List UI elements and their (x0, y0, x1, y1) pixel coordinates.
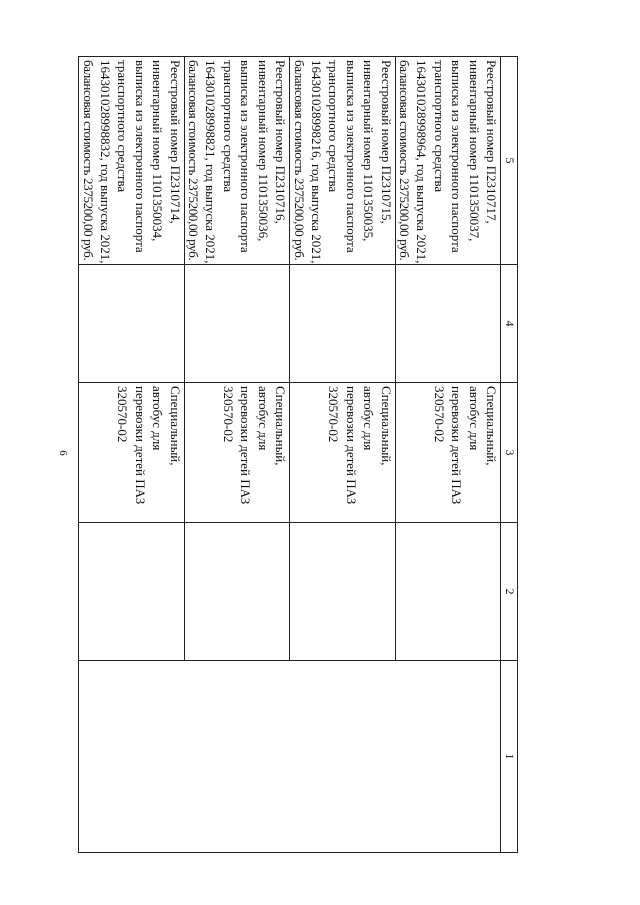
column-header: 4 (501, 265, 518, 383)
details-line: транспортного средства (431, 60, 447, 193)
name-line: 320570-02 (220, 386, 236, 443)
name-line: автобус для (466, 386, 482, 451)
details-line: 164301028998216, год выпуска 2021, (308, 60, 324, 264)
details-line: балансовая стоимость 2375200,00 руб. (291, 60, 307, 261)
details-line: транспортного средства (115, 60, 131, 193)
empty-cell (184, 265, 289, 383)
details-line: 164301028998964, год выпуска 2021, (414, 60, 430, 264)
details-line: Реестровый номер П2310715, (378, 60, 394, 224)
name-line: перевозки детей ПАЗ (132, 386, 148, 505)
details-cell (290, 57, 395, 265)
details-cell (395, 57, 500, 265)
details-line: 164301028998832, год выпуска 2021, (98, 60, 114, 264)
name-line: перевозки детей ПАЗ (449, 386, 465, 505)
details-line: транспортного средства (220, 60, 236, 193)
details-line: балансовая стоимость 2375200,00 руб. (396, 60, 412, 261)
details-line: Реестровый номер П2310717, (484, 60, 499, 224)
column-header: 3 (501, 383, 518, 523)
name-line: 320570-02 (115, 386, 131, 443)
name-line: Специальный, (484, 386, 499, 466)
details-line: инвентарный номер 1101350036, (255, 60, 271, 242)
name-cell (395, 383, 500, 523)
details-line: инвентарный номер 1101350034, (150, 60, 166, 242)
name-line: Специальный, (378, 386, 394, 466)
name-line: Специальный, (273, 386, 289, 466)
name-cell (184, 383, 289, 523)
page-number: 6 (57, 450, 69, 456)
empty-cell (395, 265, 500, 383)
name-line: автобус для (361, 386, 377, 451)
column-header: 1 (501, 661, 518, 853)
details-line: выписка из электронного паспорта (343, 60, 359, 253)
table-row (395, 57, 500, 853)
name-line: 320570-02 (431, 386, 447, 443)
empty-cell (79, 265, 184, 383)
property-table (78, 56, 518, 853)
name-line: Специальный, (167, 386, 183, 466)
name-line: автобус для (150, 386, 166, 451)
name-cell (79, 383, 184, 523)
details-line: выписка из электронного паспорта (449, 60, 465, 253)
empty-cell (395, 523, 500, 661)
name-line: перевозки детей ПАЗ (238, 386, 254, 505)
details-line: транспортного средства (326, 60, 342, 193)
details-line: инвентарный номер 1101350037, (466, 60, 482, 242)
empty-cell (290, 523, 395, 661)
rotated-table-container (80, 56, 518, 852)
empty-cell (290, 265, 395, 383)
details-cell (79, 57, 184, 265)
details-cell (184, 57, 289, 265)
name-line: автобус для (255, 386, 271, 451)
header-row (501, 57, 518, 853)
column-header: 5 (501, 57, 518, 265)
name-line: перевозки детей ПАЗ (343, 386, 359, 505)
details-line: инвентарный номер 1101350035, (361, 60, 377, 242)
details-line: выписка из электронного паспорта (132, 60, 148, 253)
details-line: 164301028998821, год выпуска 2021, (203, 60, 219, 264)
empty-cell (79, 523, 184, 661)
empty-cell (184, 523, 289, 661)
name-line: 320570-02 (326, 386, 342, 443)
details-line: выписка из электронного паспорта (238, 60, 254, 253)
details-line: балансовая стоимость 2375200,00 руб. (80, 60, 96, 261)
details-line: Реестровый номер П2310714, (167, 60, 183, 224)
name-cell (290, 383, 395, 523)
merged-empty-cell (79, 661, 501, 853)
column-header: 2 (501, 523, 518, 661)
details-line: Реестровый номер П2310716, (273, 60, 289, 224)
details-line: балансовая стоимость 2375200,00 руб. (186, 60, 202, 261)
